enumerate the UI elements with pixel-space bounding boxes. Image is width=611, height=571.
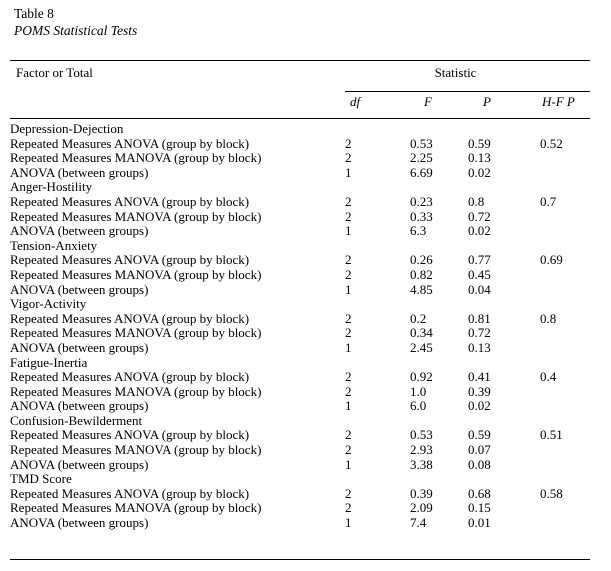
factor-group-label: Fatigue-Inertia [10,354,88,370]
table-header-row-1 [10,61,590,92]
factor-group-label: Confusion-Bewilderment [10,412,143,428]
cell-df: 2 [345,442,352,458]
cell-df: 2 [345,369,352,385]
cell-f: 6.69 [410,164,433,180]
cell-hfp [540,341,590,356]
cell-hfp [540,458,590,473]
factor-group-row [10,119,590,137]
test-name: ANOVA (between groups) [10,164,149,180]
cell-df: 2 [345,325,352,341]
cell-hfp [540,283,590,298]
test-row [10,370,590,385]
cell-df: 2 [345,427,352,443]
test-row [10,166,590,181]
cell-df: 1 [345,398,352,414]
cell-hfp [540,516,590,531]
cell-df: 1 [345,515,352,531]
factor-group-row [10,297,590,312]
cell-df: 1 [345,339,352,355]
cell-df: 2 [345,135,352,151]
cell-df: 2 [345,310,352,326]
test-row [10,341,590,356]
cell-f: 0.39 [410,485,433,501]
table-caption: POMS Statistical Tests [14,23,138,38]
test-row [10,516,590,531]
factor-group-row [10,239,590,254]
cell-p: 0.72 [468,325,491,341]
cell-df: 2 [345,150,352,166]
cell-df: 1 [345,456,352,472]
test-row [10,195,590,210]
test-row [10,443,590,458]
cell-hfp: 0.7 [540,193,557,209]
cell-f: 3.38 [410,456,433,472]
cell-f: 0.23 [410,193,433,209]
cell-hfp [540,151,590,166]
poms-statistical-table [10,60,590,560]
cell-df: 2 [345,500,352,516]
cell-hfp [540,443,590,458]
test-name: Repeated Measures ANOVA (group by block) [10,369,250,385]
cell-hfp: 0.51 [540,427,563,443]
test-name: Repeated Measures ANOVA (group by block) [10,485,250,501]
test-row [10,501,590,516]
test-name: Repeated Measures ANOVA (group by block) [10,193,250,209]
cell-p: 0.68 [468,485,491,501]
statistic-group-header: Statistic [345,61,590,92]
cell-p: 0.08 [468,456,491,472]
test-row [10,487,590,502]
test-row [10,385,590,400]
cell-p: 0.13 [468,150,491,166]
factor-group-label: Vigor-Activity [10,296,87,312]
test-name: Repeated Measures MANOVA (group by block) [10,266,262,282]
cell-p: 0.13 [468,339,491,355]
test-name: Repeated Measures MANOVA (group by block) [10,500,262,516]
factor-group-label: Depression-Dejection [10,121,124,136]
cell-p: 0.15 [468,500,491,516]
cell-p: 0.72 [468,208,491,224]
cell-p: 0.02 [468,164,491,180]
cell-hfp [540,224,590,239]
factor-group-row [10,472,590,487]
cell-hfp: 0.8 [540,310,557,326]
test-row [10,210,590,225]
cell-p: 0.59 [468,135,491,151]
test-name: Repeated Measures ANOVA (group by block) [10,310,250,326]
cell-f: 0.34 [410,325,433,341]
factor-group-label: Anger-Hostility [10,179,93,195]
test-name: Repeated Measures MANOVA (group by block) [10,325,262,341]
test-row [10,268,590,283]
test-row [10,458,590,473]
cell-hfp: 0.4 [540,369,557,385]
cell-f: 2.09 [410,500,433,516]
test-row [10,224,590,239]
empty-header-cell [10,92,345,119]
cell-p: 0.8 [468,193,485,209]
test-row [10,283,590,298]
cell-hfp [540,268,590,283]
table-header-row-2 [10,92,590,119]
cell-p: 0.77 [468,252,491,268]
cell-f: 2.25 [410,150,433,166]
cell-hfp [540,399,590,414]
p-column-header: P [468,92,540,119]
cell-f: 0.2 [410,310,427,326]
f-column-header: F [410,92,468,119]
cell-hfp: 0.69 [540,252,563,268]
test-name: Repeated Measures ANOVA (group by block) [10,252,250,268]
cell-df: 2 [345,266,352,282]
cell-df: 2 [345,252,352,268]
test-name: ANOVA (between groups) [10,223,149,239]
cell-df: 2 [345,485,352,501]
cell-f: 7.4 [410,515,427,531]
cell-p: 0.02 [468,223,491,239]
cell-f: 0.33 [410,208,433,224]
cell-hfp [540,501,590,516]
cell-hfp [540,326,590,341]
test-row [10,151,590,166]
test-name: Repeated Measures MANOVA (group by block) [10,208,262,224]
test-row [10,253,590,268]
test-row [10,428,590,443]
cell-df: 2 [345,208,352,224]
cell-hfp: 0.52 [540,135,563,151]
bottom-rule [10,531,590,560]
cell-df: 1 [345,281,352,297]
cell-hfp [540,166,590,181]
cell-f: 6.0 [410,398,427,414]
cell-df: 2 [345,193,352,209]
test-name: Repeated Measures MANOVA (group by block) [10,383,262,399]
test-name: ANOVA (between groups) [10,515,149,531]
cell-hfp [540,385,590,400]
factor-group-row [10,414,590,429]
cell-f: 2.45 [410,339,433,355]
cell-hfp: 0.58 [540,485,563,501]
cell-p: 0.59 [468,427,491,443]
test-row [10,399,590,414]
test-name: Repeated Measures MANOVA (group by block) [10,442,262,458]
cell-f: 4.85 [410,281,433,297]
table-body [10,119,590,531]
cell-p: 0.04 [468,281,491,297]
cell-p: 0.41 [468,369,491,385]
cell-p: 0.39 [468,383,491,399]
test-name: ANOVA (between groups) [10,281,149,297]
bottom-rule-row [10,531,590,560]
cell-p: 0.45 [468,266,491,282]
cell-f: 6.3 [410,223,427,239]
cell-df: 2 [345,383,352,399]
test-name: ANOVA (between groups) [10,398,149,414]
cell-f: 2.93 [410,442,433,458]
factor-column-header: Factor or Total [10,61,345,92]
cell-p: 0.81 [468,310,491,326]
test-row [10,137,590,152]
factor-group-label: Tension-Anxiety [10,237,98,253]
test-row [10,312,590,327]
table-title-block [14,5,137,39]
test-name: Repeated Measures ANOVA (group by block) [10,427,250,443]
cell-f: 0.82 [410,266,433,282]
cell-f: 0.53 [410,427,433,443]
test-name: Repeated Measures ANOVA (group by block) [10,135,250,151]
test-name: ANOVA (between groups) [10,456,149,472]
cell-p: 0.01 [468,515,491,531]
hfp-column-header: H-F P [540,92,590,119]
cell-p: 0.02 [468,398,491,414]
cell-p: 0.07 [468,442,491,458]
factor-group-row [10,180,590,195]
factor-group-row [10,356,590,371]
test-name: Repeated Measures MANOVA (group by block) [10,150,262,166]
test-name: ANOVA (between groups) [10,339,149,355]
table-number: Table 8 [14,6,54,21]
cell-hfp [540,210,590,225]
cell-f: 0.53 [410,135,433,151]
factor-group-label: TMD Score [10,471,72,487]
cell-f: 1.0 [410,383,427,399]
test-row [10,326,590,341]
cell-df: 1 [345,223,352,239]
cell-df: 1 [345,164,352,180]
cell-f: 0.26 [410,252,433,268]
cell-f: 0.92 [410,369,433,385]
df-column-header: df [345,92,410,119]
